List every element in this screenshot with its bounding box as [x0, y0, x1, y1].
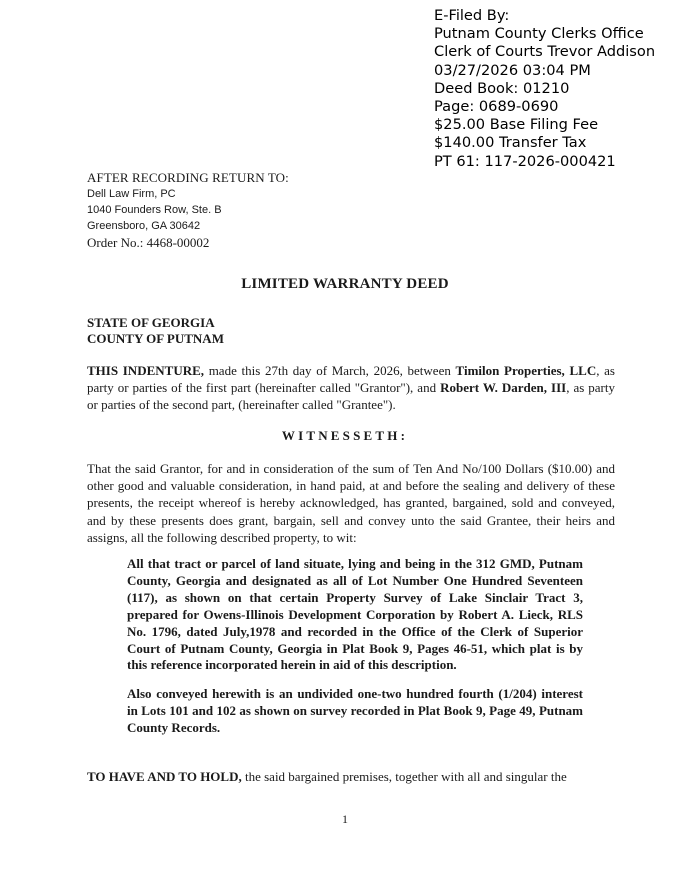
legal-description: All that tract or parcel of land situate, lying and being in the 312 GMD, Putnam County, Georgia and designated as all of Lot Number One Hundred Seventeen (117), as shown on that certain Property Survey of Lake Sinclair Tract 3, prepared for Owens-Illinois Development Corporation by Robert A. Lieck, RLS No. 1796, dated July,1978 and recorded in the Office of the Clerk of Superior Court of Putnam County, Georgia in Plat Book 9, Pages 46-51, which plat is by this reference incorporated herein in aid of this description.: [127, 556, 583, 673]
stamp-line: Clerk of Courts Trevor Addison: [434, 43, 656, 61]
state-heading: STATE OF GEORGIA: [87, 315, 215, 330]
stamp-line: 03/27/2026 03:04 PM: [434, 61, 591, 79]
habendum-paragraph: [87, 768, 615, 785]
stamp-line: E-Filed By:: [434, 7, 510, 24]
grantor-name: Timilon Properties, LLC: [455, 363, 597, 378]
return-address-block: [87, 170, 289, 252]
habendum-lead: TO HAVE AND TO HOLD,: [87, 769, 242, 784]
indenture-paragraph: [87, 362, 615, 414]
witnesseth-heading: WITNESSETH:: [281, 428, 409, 443]
indenture-text-1: made this 27th day of March, 2026, between: [204, 363, 456, 378]
stamp-line: PT 61: 117-2026-000421: [434, 152, 616, 170]
habendum-text: the said bargained premises, together with all and singular the: [241, 769, 567, 784]
order-number: Order No.: 4468-00002: [87, 235, 210, 250]
return-firm: Dell Law Firm, PC: [87, 188, 176, 200]
grantee-name: Robert W. Darden, III: [440, 380, 567, 396]
efile-stamp: [434, 7, 655, 171]
also-conveyed-paragraph: Also conveyed herewith is an undivided one-two hundred fourth (1/204) interest in Lots 101 and 102 as shown on survey recorded in Plat Book 9, Page 49, Putnam County Records.: [127, 686, 583, 735]
stamp-line: $25.00 Base Filing Fee: [434, 116, 599, 134]
page-number: 1: [342, 812, 348, 826]
return-address-line-1: 1040 Founders Row, Ste. B: [87, 204, 222, 216]
stamp-line: Page: 0689-0690: [434, 98, 559, 116]
return-heading: AFTER RECORDING RETURN TO:: [87, 170, 289, 185]
consideration-paragraph: That the said Grantor, for and in consideration of the sum of Ten And No/100 Dollars ($10.00) and other good and valuable consideration, in hand paid, at and before the sealing and delivery of these presents, the receipt whereof is hereby acknowledged, has granted, bargained, sold and conveyed, and by these presents does grant, bargain, sell and convey unto the said Grantee, their heirs and assigns, all the following described property, to wit:: [87, 461, 615, 545]
document-title: LIMITED WARRANTY DEED: [241, 276, 449, 292]
stamp-line: Putnam County Clerks Office: [434, 25, 644, 43]
indenture-text-2: , as party or parties of the first part (hereinafter called "Grantor"), and: [87, 363, 615, 396]
indenture-text-3: , as party or parties of the second part, (hereinafter called "Grantee").: [87, 380, 615, 413]
indenture-lead: THIS INDENTURE,: [87, 363, 205, 378]
return-address-line-2: Greensboro, GA 30642: [87, 220, 201, 232]
county-heading: COUNTY OF PUTNAM: [87, 331, 224, 346]
stamp-line: Deed Book: 01210: [434, 79, 570, 97]
jurisdiction-block: [87, 315, 224, 347]
stamp-line: $140.00 Transfer Tax: [434, 134, 587, 152]
